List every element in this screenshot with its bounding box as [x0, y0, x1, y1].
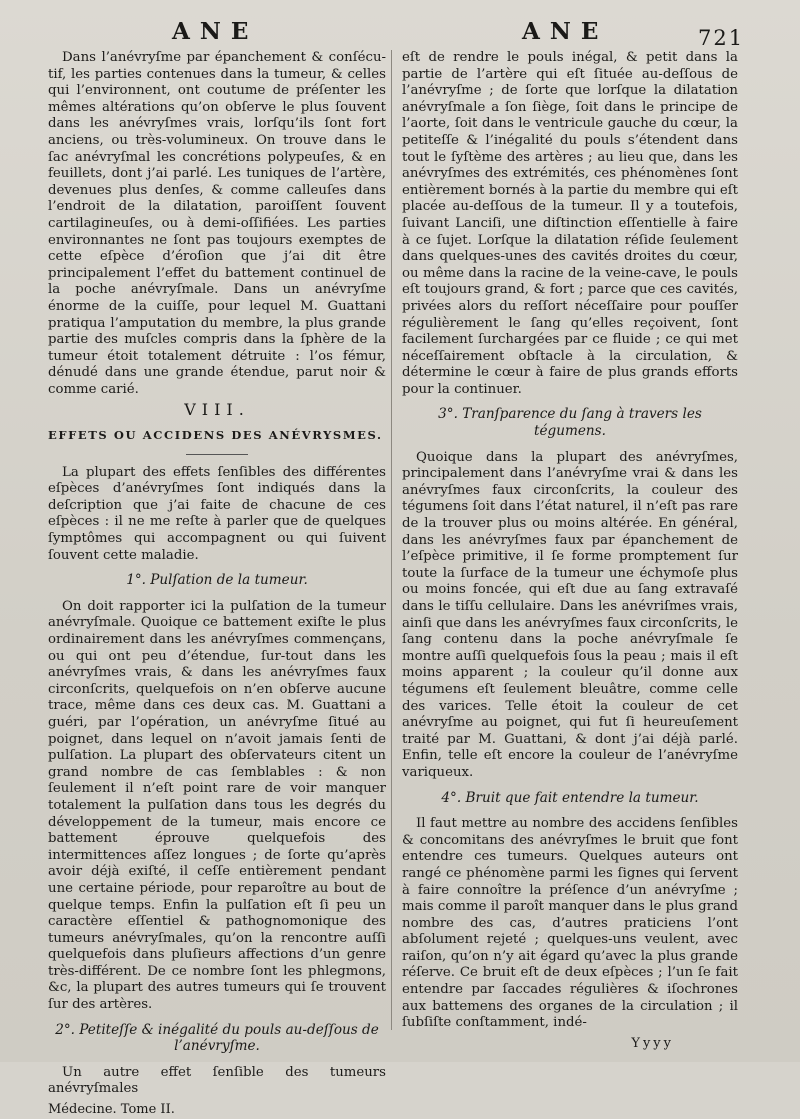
- paragraph: La plupart des effets ſenſibles des différentes eſpèces d’anévryſmes ſont indiqués dans la deſcription que j’ai faite de chacune de ces eſpèces : il ne me reſte à parler que de quelques ſymptômes qui accompagnent ou qui ſuivent ſouvent cette maladie.: [48, 464, 386, 563]
- paragraph: Un autre effet ſenſible des tumeurs anévryſmales: [48, 1064, 386, 1097]
- subheading: 3°. Tranſparence du ſang à travers les tégumens.: [438, 406, 702, 440]
- page-number: 721: [698, 26, 745, 50]
- paragraph: On doit rapporter ici la pulſation de la tumeur anévryſmale. Quoique ce battement exiſte le plus ordinairement dans les anévryſmes commençans, ou qui ont peu d’étendue, ſur-tout dans les anévryſmes vrais, & dans les anévryſmes faux circonſcrits, quelquefois on n’en obſerve aucune trace, même dans ces deux cas. M. Guattani a guéri, par l’opération, un anévryſme ſitué au poignet, dans lequel on n’avoit jamais ſenti de pulſation. La plupart des obſervateurs citent un grand nombre de cas ſemblables : & non ſeulement il n’eſt point rare de voir manquer totalement la pulſation dans tous les degrés du développement de la tumeur, mais encore ce battement éprouve quelquefois des intermittences aſſez longues ; de ſorte qu’après avoir déjà exiſté, il ceſſe entièrement pendant une certaine période, pour reparoître au bout de quelque temps. Enfin la pulſation eſt ſi peu un caractère eſſentiel & pathognomonique des tumeurs anévryſmales, qu’on la rencontre auſſi quelquefois dans pluſieurs affections d’un genre très-différent. De ce nombre ſont les phlegmons, &c, la plupart des autres tumeurs qui ſe trouvent ſur des artères.: [48, 598, 386, 1013]
- running-head-right: ANE: [522, 18, 609, 45]
- paragraph: eſt de rendre le pouls inégal, & petit dans la partie de l’artère qui eſt ſituée au-deſſous de l’anévryſme ; de ſorte que lorſque la dilatation anévryſmale a ſon ſiège, ſoit dans le principe de l’aorte, ſoit dans le ventricule gauche du cœur, la petiteſſe & l’inégalité du pouls s’étendent dans tout le ſyſtème des artères ; au lieu que, dans les anévryſmes des extrémités, ces phénomènes ſont entièrement bornés à la partie du membre qui eſt placée au-deſſous de la tumeur. Il y a toutefois, ſuivant Lanciſi, une diſtinction eſſentielle à faire à ce ſujet. Lorſque la dilatation réſide ſeulement dans quelques-unes des cavités droites du cœur, ou même dans la racine de la veine-cave, le pouls eſt toujours grand, & fort ; parce que ces cavités, privées alors du reſſort néceſſaire pour pouſſer régulièrement le ſang qu’elles reçoivent, ſont facilement ſurchargées par ce fluide ; ce qui met néceſſairement obſtacle à la circulation, & détermine le cœur à faire de plus grands efforts pour la continuer.: [402, 50, 738, 397]
- left-column: [48, 50, 386, 1119]
- paragraph: Quoique dans la plupart des anévryſmes, principalement dans l’anévryſme vrai & dans les anévryſmes faux circonſcrits, la couleur des tégumens ſoit dans l’état naturel, il n’eſt pas rare de la trouver plus ou moins altérée. En général, dans les anévryſmes faux par épanchement de l’eſpèce primitive, il ſe forme promptement ſur toute la ſurface de la tumeur une échymoſe plus ou moins foncée, qui eſt due au ſang extravaſé dans le tiſſu cellulaire. Dans les anévriſmes vrais, ainſi que dans les anévryſmes faux circonſcrits, le ſang contenu dans la poche anévryſmale ſe montre auſſi quelquefois ſous la peau ; mais il eſt moins apparent ; la couleur qu’il donne aux tégumens eſt ſeulement bleuâtre, comme celle des varices. Telle étoit la couleur de cet anévryſme au poignet, qui fut ſi heureuſement traité par M. Guattani, & dont j’ai déjà parlé. Enfin, telle eſt encore la couleur de l’anévryſme variqueux.: [402, 449, 738, 780]
- rule: [186, 454, 248, 455]
- section-title: EFFETS OU ACCIDENS DES ANÉVRYSMES.: [48, 428, 383, 443]
- subheading: 4°. Bruit que fait entendre la tumeur.: [441, 789, 699, 806]
- column-divider: [391, 50, 392, 1030]
- subheading: 2°. Petiteſſe & inégalité du pouls au-deſſous de l’anévryſme.: [55, 1021, 379, 1055]
- paragraph: Dans l’anévryſme par épanchement & conſécu-tif, les parties contenues dans la tumeur, & celles qui l’environnent, ont coutume de préſenter les mêmes altérations qu’on obſerve le plus ſouvent dans les anévryſmes vrais, lorſqu’ils ſont fort anciens, ou très-volumineux. On trouve dans le ſac anévryſmal les concrétions polypeuſes, & en feuillets, dont j’ai parlé. Les tuniques de l’artère, devenues plus denſes, & comme calleuſes dans l’endroit de la dilatation, paroiſſent ſouvent cartilagineuſes, ou à demi-oſſifiées. Les parties environnantes ne ſont pas toujours exemptes de cette eſpèce d’éroſion que j’ai dit être principalement l’effet du battement continuel de la poche anévryſmale. Dans un anévryſme énorme de la cuiſſe, pour lequel M. Guattani pratiqua l’amputation du membre, la plus grande partie des muſcles compris dans la ſphère de la tumeur étoit totalement détruite : l’os fémur, dénudé dans une grande étendue, parut noir & comme carié.: [48, 50, 386, 397]
- footer-signature: Médecine. Tome II.: [48, 1102, 175, 1118]
- running-head-left: ANE: [172, 18, 259, 45]
- section-number: VIII.: [184, 400, 250, 420]
- subheading: 1°. Pulſation de la tumeur.: [126, 572, 308, 589]
- paragraph: Il faut mettre au nombre des accidens ſenſibles & concomitans des anévryſmes le bruit que font entendre ces tumeurs. Quelques auteurs ont rangé ce phénomène parmi les ſignes qui ſervent à faire connoître la préſence d’un anévryſme ; mais comme il paroît manquer dans le plus grand nombre des cas, d’autres praticiens l’ont abſolument rejeté ; quelques-uns veulent, avec raiſon, qu’on n’y ait égard qu’avec la plus grande réſerve. Ce bruit eſt de deux eſpèces ; l’un ſe fait entendre par ſaccades régulières & iſochrones aux battemens des organes de la circulation ; il ſubſiſte conſtamment, indé-: [402, 816, 738, 1031]
- right-column: [402, 50, 738, 1052]
- signature-mark: Yyyy: [631, 1035, 674, 1051]
